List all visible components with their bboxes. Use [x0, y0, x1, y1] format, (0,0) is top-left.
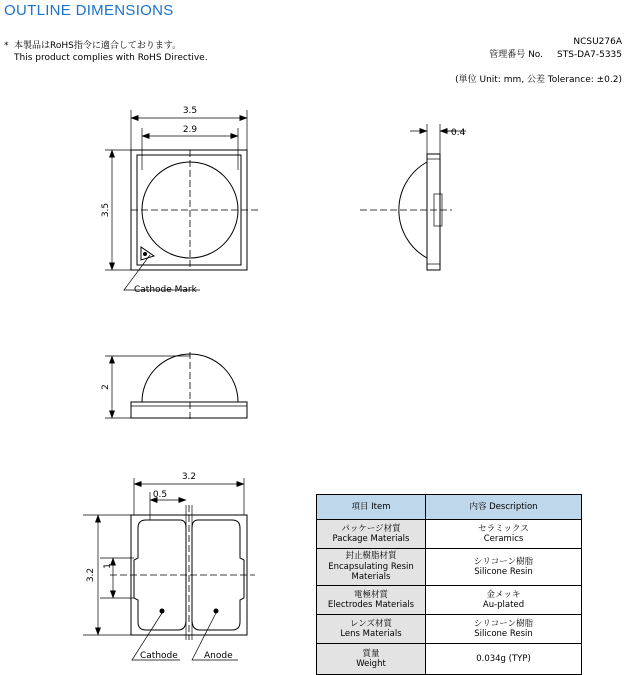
front-view	[105, 352, 247, 420]
cathode-mark-label: Cathode Mark	[134, 285, 197, 295]
table-row	[317, 615, 582, 644]
side-body	[427, 154, 440, 270]
top-view	[105, 110, 259, 290]
anode-label: Anode	[204, 651, 233, 661]
spec-table	[316, 494, 582, 675]
cathode-label: Cathode	[140, 651, 178, 661]
dim-bottom-height: 3.2	[86, 567, 96, 583]
desc-en: Silicone Resin	[474, 567, 533, 577]
desc-jp: 金メッキ	[486, 589, 521, 600]
spec-header-desc: 内容 Description	[426, 495, 582, 520]
page-title: OUTLINE DIMENSIONS	[4, 2, 174, 19]
item-jp: レンズ材質	[349, 618, 393, 629]
control-label: 管理番号 No.	[489, 50, 544, 60]
desc-en: 0.034g (TYP)	[476, 653, 531, 664]
dim-pad-gap: 0.5	[152, 490, 168, 500]
table-row	[317, 520, 582, 549]
desc-en: Au-plated	[482, 600, 525, 610]
item-en: Package Materials	[332, 534, 410, 544]
dim-top-width: 3.5	[182, 106, 198, 116]
dim-front-height: 2	[101, 384, 111, 390]
desc-jp: シリコーン樹脂	[473, 618, 534, 629]
rohs-note-en: This product complies with RoHS Directive.	[14, 53, 208, 63]
item-en: Encapsulating Resin	[328, 561, 414, 572]
rohs-note-jp: 本製品はRoHS指令に適合しております。	[14, 41, 182, 51]
control-number: STS-DA7-5335	[557, 50, 622, 60]
item-en2: Materials	[351, 572, 391, 583]
desc-en: Ceramics	[483, 534, 524, 544]
dim-bottom-width: 3.2	[181, 472, 197, 482]
desc-jp: セラミックス	[478, 523, 529, 534]
dim-top-height: 3.5	[101, 202, 111, 218]
dim-side-thickness: 0.4	[451, 128, 466, 138]
dim-pad-offset: 1	[103, 563, 113, 569]
item-en: Electrodes Materials	[327, 600, 415, 610]
spec-header-item: 項目 Item	[317, 495, 426, 520]
note-star: *	[4, 41, 9, 51]
item-jp: 封止樹脂材質	[345, 551, 397, 562]
desc-jp: シリコーン樹脂	[473, 556, 534, 567]
side-view	[360, 124, 466, 270]
front-base	[131, 402, 247, 418]
spec-header	[317, 495, 582, 520]
units-note: (単位 Unit: mm, 公差 Tolerance: ±0.2)	[455, 75, 622, 85]
dim-lens-diameter: 2.9	[182, 125, 198, 135]
model-number: NCSU276A	[573, 37, 622, 47]
item-jp: 質量	[362, 648, 380, 659]
item-en: Lens Materials	[340, 629, 402, 639]
table-row	[317, 586, 582, 615]
item-en: Weight	[356, 659, 386, 669]
item-jp: パッケージ材質	[341, 523, 401, 534]
desc-en: Silicone Resin	[474, 629, 533, 639]
table-row	[317, 549, 582, 586]
item-jp: 電極材質	[353, 589, 388, 600]
